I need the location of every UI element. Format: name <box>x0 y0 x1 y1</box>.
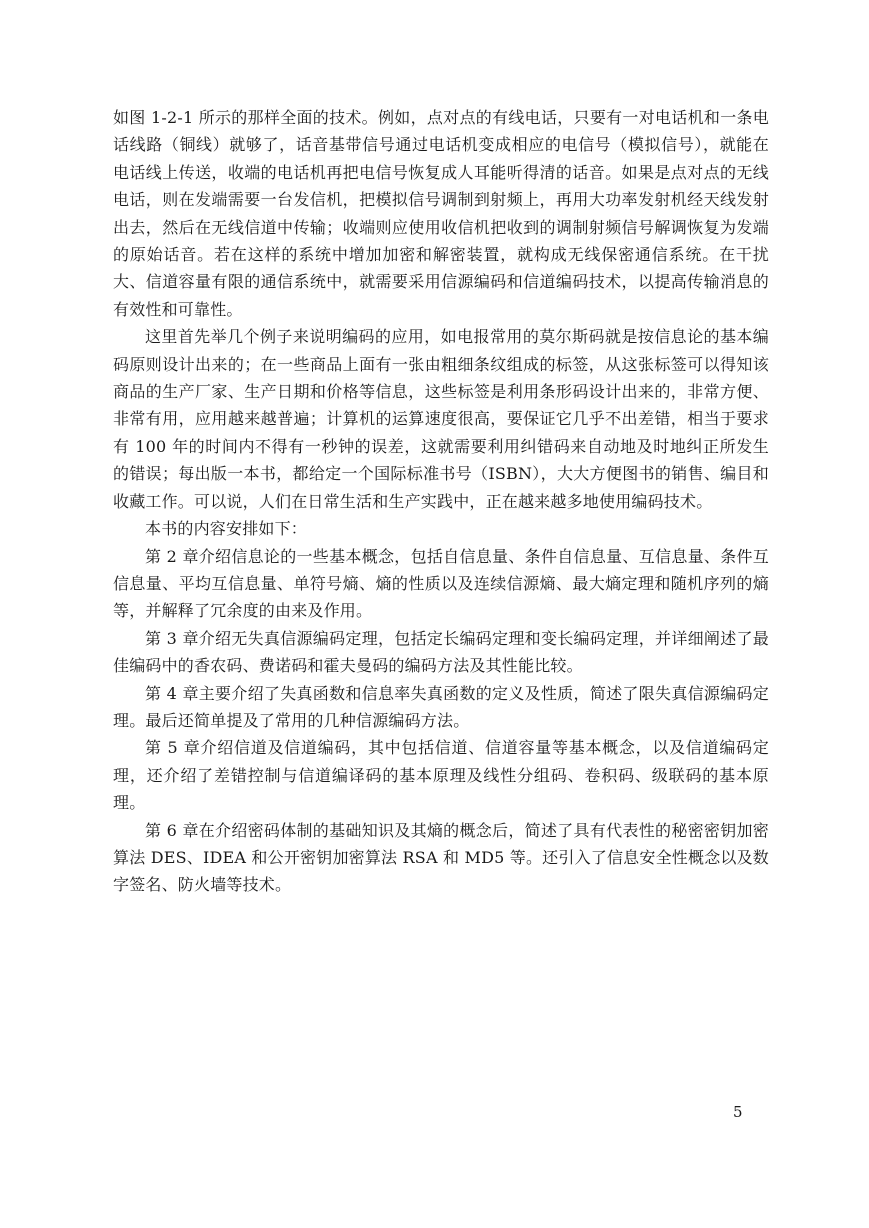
paragraph-chapter-4: 第 4 章主要介绍了失真函数和信息率失真函数的定义及性质，简述了限失真信源编码定理。最后还简单提及了常用的几种信源编码方法。 <box>113 683 769 730</box>
paragraph-continuation: 如图 1-2-1 所示的那样全面的技术。例如，点对点的有线电话，只要有一对电话机和一条电话线路（铜线）就够了，话音基带信号通过电话机变成相应的电信号（模拟信号），就能在电话线上传送，收端的电话机再把电信号恢复成人耳能听得清的话音。如果是点对点的无线电话，则在发端需要一台发信机，把模拟信号调制到射频上，再用大功率发射机经天线发射出去，然后在无线信道中传输；收端则应使用收信机把收到的调制射频信号解调恢复为发端的原始话音。若在这样的系统中增加加密和解密装置，就构成无线保密通信系统。在干扰大、信道容量有限的通信系统中，就需要采用信源编码和信道编码技术，以提高传输消息的有效性和可靠性。 <box>113 108 769 319</box>
page-number: 5 <box>733 1103 743 1121</box>
paragraph-contents-intro: 本书的内容安排如下： <box>145 519 308 539</box>
paragraph-chapter-2: 第 2 章介绍信息论的一些基本概念，包括自信息量、条件自信息量、互信息量、条件互信息量、平均互信息量、单符号熵、熵的性质以及连续信源熵、最大熵定理和随机序列的熵等，并解释了冗余度的由来及作用。 <box>113 546 769 621</box>
paragraph-chapter-5: 第 5 章介绍信道及信道编码，其中包括信道、信道容量等基本概念，以及信道编码定理，还介绍了差错控制与信道编译码的基本原理及线性分组码、卷积码、级联码的基本原理。 <box>113 738 769 813</box>
paragraph-coding-examples: 这里首先举几个例子来说明编码的应用，如电报常用的莫尔斯码就是按信息论的基本编码原则设计出来的；在一些商品上面有一张由粗细条纹组成的标签，从这张标签可以得知该商品的生产厂家、生产日期和价格等信息，这些标签是利用条形码设计出来的，非常方便、非常有用，应用越来越普遍；计算机的运算速度很高，要保证它几乎不出差错，相当于要求有 100 年的时间内不得有一秒钟的误差，这就需要利用纠错码来自动地及时地纠正所发生的错误；每出版一本书，都给定一个国际标准书号（ISBN），大大方便图书的销售、编目和收藏工作。可以说，人们在日常生活和生产实践中，正在越来越多地使用编码技术。 <box>113 327 769 511</box>
body-text <box>113 104 769 899</box>
paragraph-chapter-6: 第 6 章在介绍密码体制的基础知识及其熵的概念后，简述了具有代表性的秘密密钥加密算法 DES、IDEA 和公开密钥加密算法 RSA 和 MD5 等。还引入了信息安全性概念以及数字签名、防火墙等技术。 <box>113 820 769 895</box>
paragraph-chapter-3: 第 3 章介绍无失真信源编码定理，包括定长编码定理和变长编码定理，并详细阐述了最佳编码中的香农码、费诺码和霍夫曼码的编码方法及其性能比较。 <box>113 628 769 676</box>
